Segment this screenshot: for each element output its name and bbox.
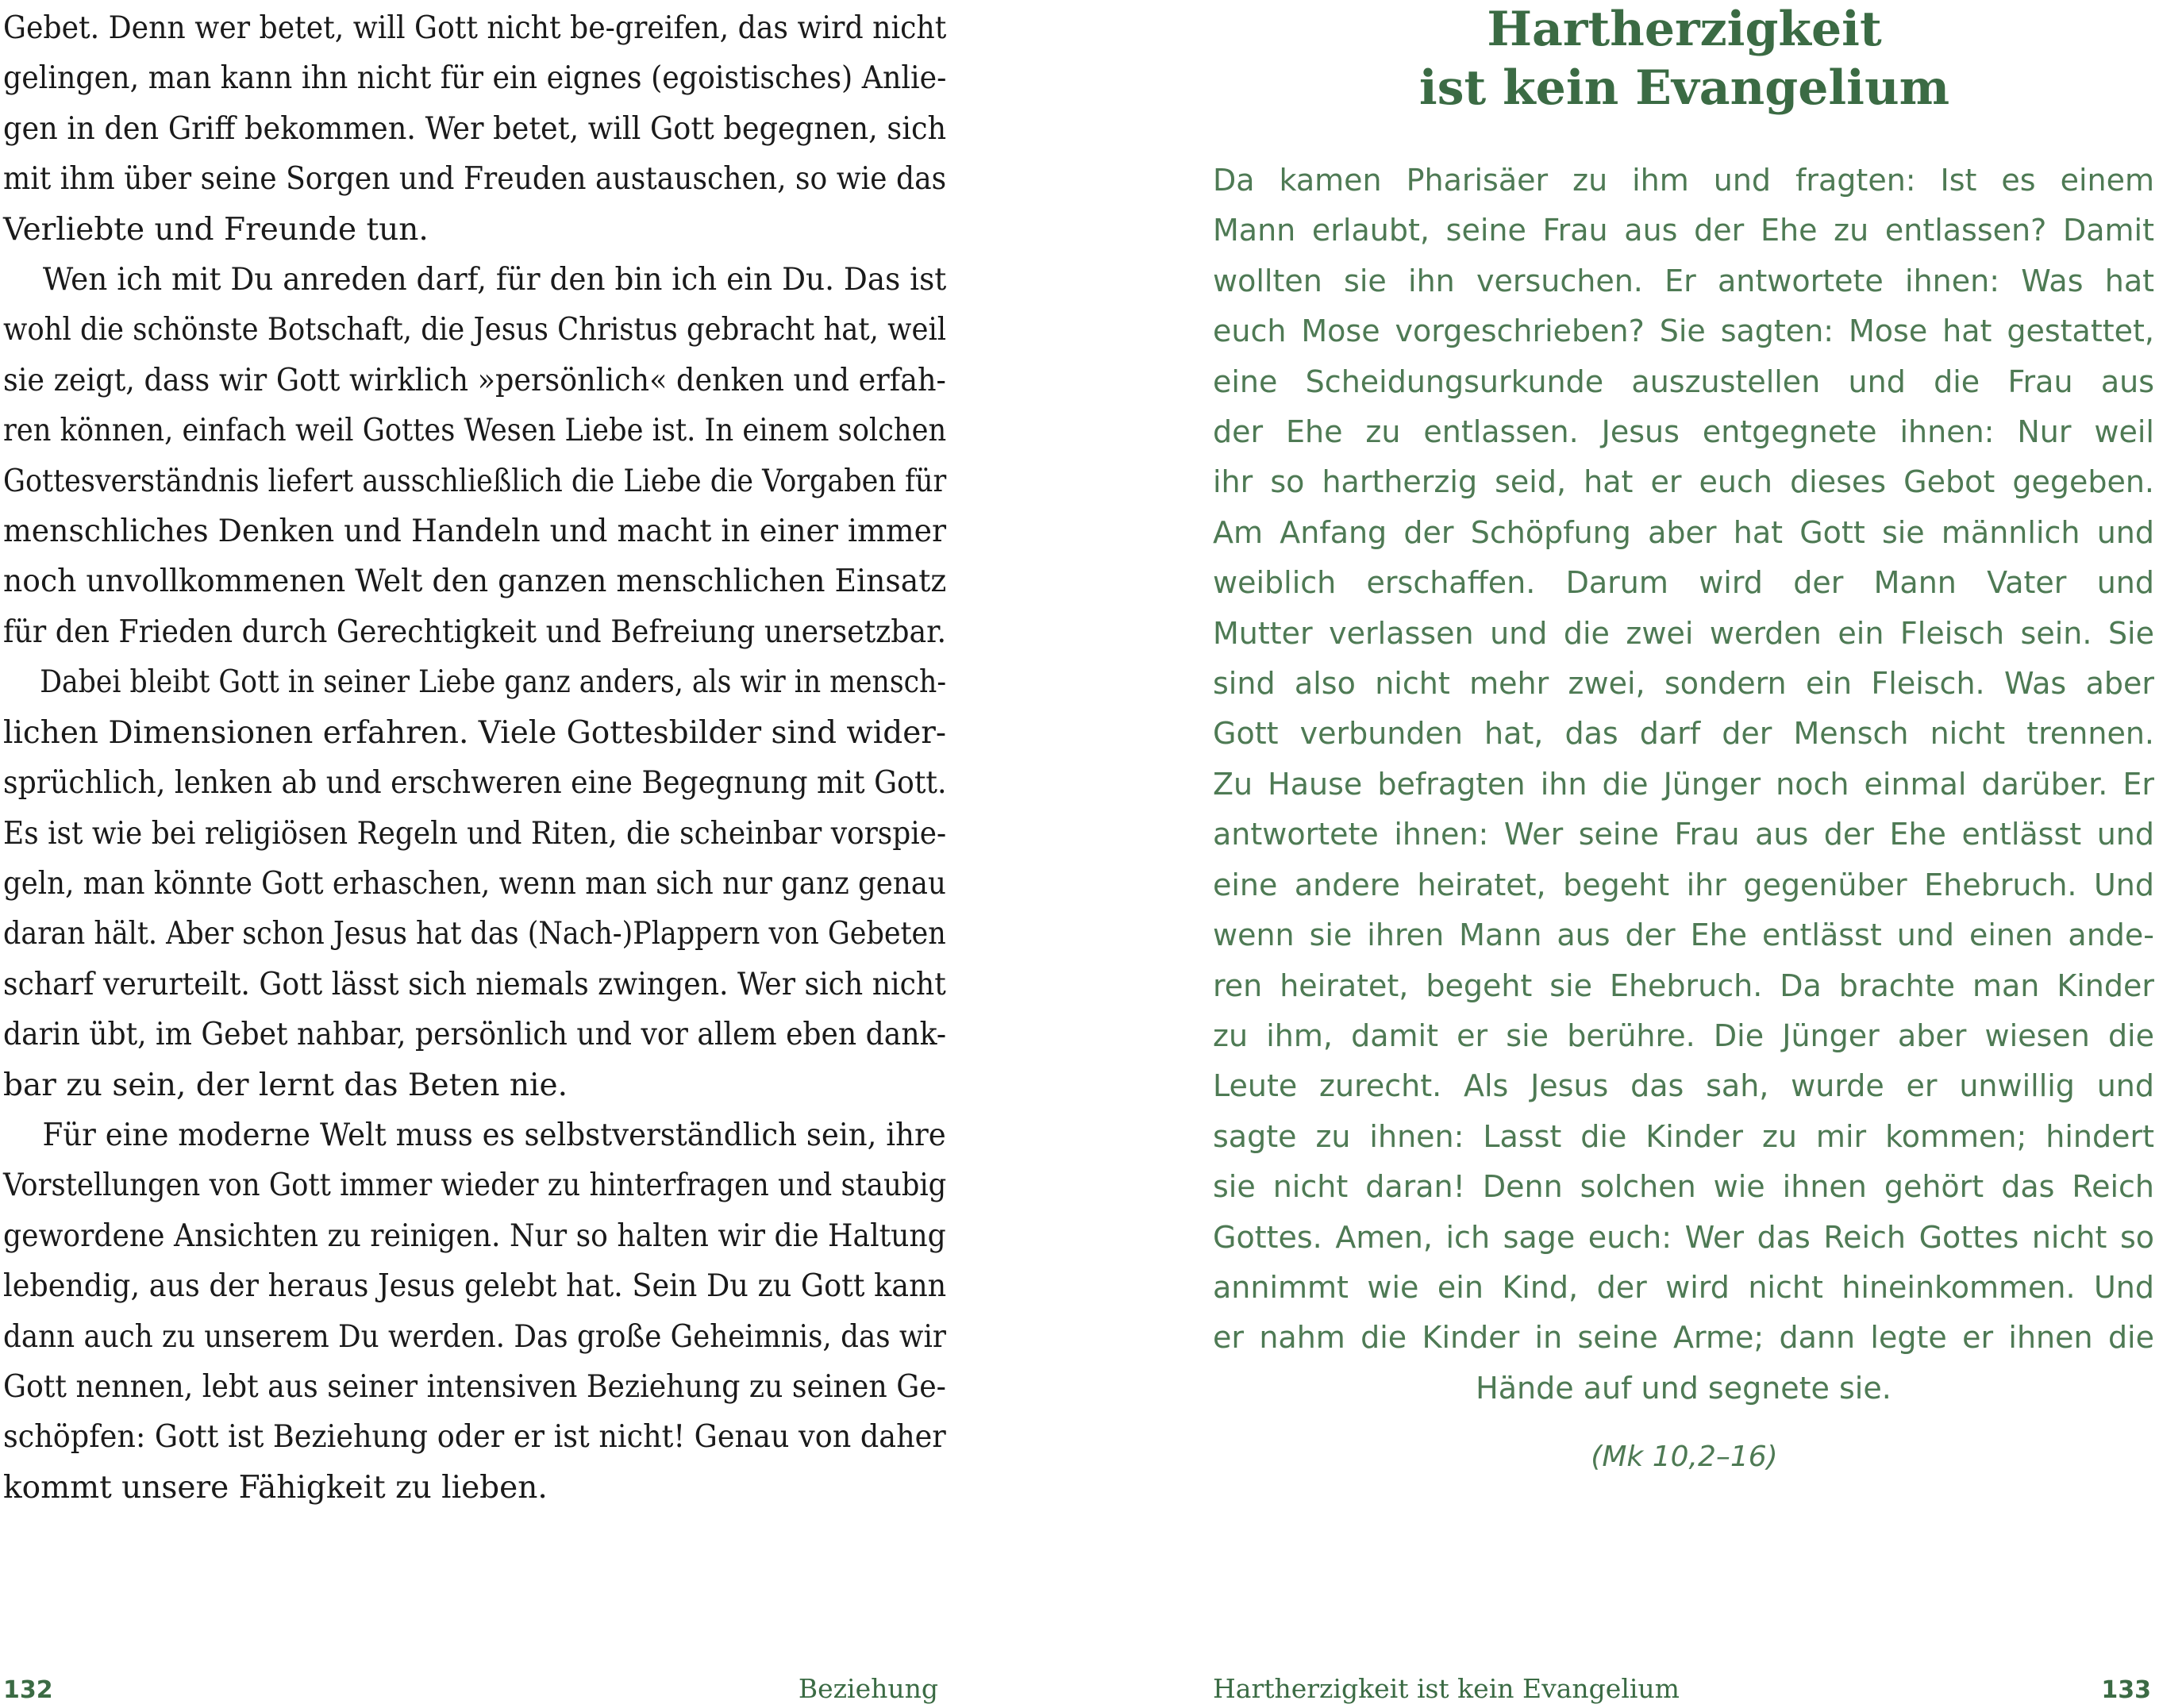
paragraph (3, 255, 946, 657)
text-line: Vorstellungen von Gott immer wieder zu hinterfragen und staubig (3, 1168, 947, 1204)
scripture-line: Hände auf und segnete sie. (1476, 1370, 1892, 1406)
left-body-text (3, 3, 946, 1513)
scripture-line: sagte zu ihnen: Lasst die Kinder zu mir kommen; hindert (1213, 1118, 2154, 1154)
scripture-line: er nahm die Kinder in seine Arme; dann legte er ihnen die (1213, 1320, 2154, 1356)
page-number-right: 133 (2101, 1676, 2151, 1704)
running-head-right: Hartherzigkeit ist kein Evangelium (1213, 1673, 1680, 1704)
scripture-line: zu ihm, damit er sie berühre. Die Jünger aber wiesen die (1213, 1017, 2154, 1053)
text-line: lichen Dimensionen erfahren. Viele Gottesbilder sind wider- (3, 714, 947, 751)
text-line: wohl die schönste Botschaft, die Jesus Christus gebracht hat, weil (3, 312, 947, 348)
scripture-line: annimmt wie ein Kind, der wird nicht hineinkommen. Und (1213, 1269, 2154, 1305)
text-line: gewordene Ansichten zu reinigen. Nur so halten wir die Haltung (3, 1218, 946, 1254)
running-head-left: Beziehung (798, 1673, 938, 1704)
text-line: Verliebte und Freunde tun. (3, 211, 429, 248)
scripture-line: der Ehe zu entlassen. Jesus entgegnete ihnen: Nur weil (1213, 414, 2154, 450)
scripture-line: Mann erlaubt, seine Frau aus der Ehe zu entlassen? Damit (1213, 213, 2154, 248)
text-line: geln, man könnte Gott erhaschen, wenn man sich nur ganz genau (3, 865, 946, 902)
scripture-line: euch Mose vorgeschrieben? Sie sagten: Mose hat gestattet, (1213, 314, 2154, 349)
scripture-line: eine Scheidungsurkunde auszustellen und die Frau aus (1213, 364, 2154, 399)
text-line: gen in den Griff bekommen. Wer betet, will Gott begegnen, sich (3, 110, 947, 147)
scripture-line: antwortete ihnen: Wer seine Frau aus der Ehe entlässt und (1213, 817, 2154, 852)
text-line: Es ist wie bei religiösen Regeln und Riten, die scheinbar vorspie- (3, 815, 947, 852)
scripture-line: sind also nicht mehr zwei, sondern ein Fleisch. Was aber (1213, 666, 2154, 702)
text-line: Gebet. Denn wer betet, will Gott nicht be-greifen, das wird nicht (3, 10, 947, 46)
text-line: bar zu sein, der lernt das Beten nie. (3, 1067, 568, 1103)
scripture-line: wollten sie ihn versuchen. Er antwortete ihnen: Was hat (1213, 263, 2154, 298)
text-line: kommt unsere Fähigkeit zu lieben. (3, 1469, 548, 1506)
text-line: Für eine moderne Welt muss es selbstverständlich sein, ihre (42, 1117, 946, 1153)
scripture-line: Gottes. Amen, ich sage euch: Wer das Reich Gottes nicht so (1213, 1219, 2154, 1255)
scripture-line: weiblich erschaffen. Darum wird der Mann Vater und (1213, 565, 2154, 601)
scripture-line: Mutter verlassen und die zwei werden ein Fleisch sein. Sie (1213, 615, 2154, 651)
scripture-line: eine andere heiratet, begeht ihr gegenüber Ehebruch. Und (1213, 867, 2154, 902)
scripture-line: Am Anfang der Schöpfung aber hat Gott sie männlich und (1213, 514, 2154, 550)
scripture-line: Leute zurecht. Als Jesus das sah, wurde er unwillig und (1213, 1068, 2154, 1104)
text-line: Gottesverständnis liefert ausschließlich die Liebe die Vorgaben für (3, 463, 947, 499)
text-line: gelingen, man kann ihn nicht für ein eignes (egoistisches) Anlie- (3, 60, 947, 97)
text-line: scharf verurteilt. Gott lässt sich niemals zwingen. Wer sich nicht (3, 966, 946, 1002)
text-line: menschliches Denken und Handeln und macht in einer immer (3, 514, 947, 550)
right-page (1210, 0, 2159, 1708)
text-line: schöpfen: Gott ist Beziehung oder er ist nicht! Genau von daher (3, 1419, 946, 1456)
page-number-left: 132 (3, 1676, 53, 1704)
left-page (0, 0, 952, 1708)
paragraph (3, 1110, 946, 1513)
text-line: sprüchlich, lenken ab und erschweren eine Begegnung mit Gott. (3, 765, 947, 802)
title-line: ist kein Evangelium (1418, 60, 1950, 116)
text-line: Dabei bleibt Gott in seiner Liebe ganz anders, als wir in mensch- (40, 664, 947, 701)
chapter-title (1210, 0, 2159, 117)
scripture-line: Da kamen Pharisäer zu ihm und fragten: Ist es einem (1213, 163, 2154, 198)
text-line: Wen ich mit Du anreden darf, für den bin ich ein Du. Das ist (42, 262, 947, 298)
scripture-passage (1213, 156, 2154, 1414)
scripture-citation: (Mk 10,2–16) (1591, 1441, 1778, 1473)
text-line: sie zeigt, dass wir Gott wirklich »persönlich« denken und erfah- (3, 362, 946, 398)
scripture-line: sie nicht daran! Denn solchen wie ihnen gehört das Reich (1213, 1169, 2154, 1205)
text-line: lebendig, aus der heraus Jesus gelebt hat. Sein Du zu Gott kann (3, 1268, 947, 1305)
scripture-line: ihr so hartherzig seid, hat er euch dieses Gebot gegeben. (1213, 464, 2154, 500)
text-line: daran hält. Aber schon Jesus hat das (Nach-)Plappern von Gebeten (3, 916, 946, 952)
text-line: mit ihm über seine Sorgen und Freuden austauschen, so wie das (3, 161, 947, 198)
title-line: Hartherzigkeit (1487, 2, 1882, 57)
paragraph (3, 657, 946, 1110)
text-line: Gott nennen, lebt aus seiner intensiven Beziehung zu seinen Ge- (3, 1368, 946, 1405)
text-line: darin übt, im Gebet nahbar, persönlich und vor allem eben dank- (3, 1017, 947, 1053)
text-line: ren können, einfach weil Gottes Wesen Liebe ist. In einem solchen (3, 413, 947, 449)
paragraph (3, 3, 946, 255)
scripture-line: ren heiratet, begeht sie Ehebruch. Da brachte man Kinder (1213, 967, 2154, 1003)
scripture-line: Gott verbunden hat, das darf der Mensch nicht trennen. (1213, 716, 2154, 752)
scripture-line: Zu Hause befragten ihn die Jünger noch einmal darüber. Er (1213, 766, 2154, 802)
text-line: dann auch zu unserem Du werden. Das große Geheimnis, das wir (3, 1318, 946, 1355)
scripture-line: wenn sie ihren Mann aus der Ehe entlässt und einen ande- (1213, 917, 2154, 953)
text-line: für den Frieden durch Gerechtigkeit und Befreiung unersetzbar. (3, 614, 947, 650)
text-line: noch unvollkommenen Welt den ganzen menschlichen Einsatz (3, 564, 947, 600)
